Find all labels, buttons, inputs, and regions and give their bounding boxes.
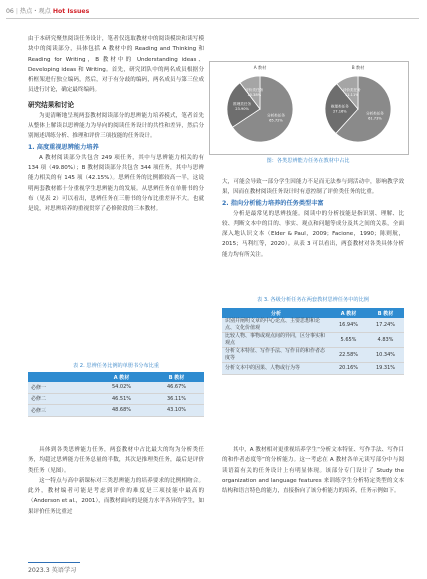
hot-issues-label: Hot Issues xyxy=(52,8,90,15)
table-row xyxy=(222,318,404,333)
table-cell: 46.51% xyxy=(94,393,149,405)
table-row xyxy=(28,405,204,417)
table3-header-cell: B 教材 xyxy=(367,308,404,318)
table-cell: 4.83% xyxy=(367,333,404,348)
table-cell: 20.16% xyxy=(330,363,367,375)
table-row xyxy=(28,382,204,393)
table-cell: 分析文本特征、写作手法、写作目的和作者态度等 xyxy=(222,348,330,363)
table-cell: 比较人物、事物或观点间的异同，区分事实和观点 xyxy=(222,333,330,348)
pie-slice-label: 推理类任务 xyxy=(233,101,252,106)
table-cell: 分析文本中的因果、人物或行为等 xyxy=(222,363,330,375)
pie-slice-value: 23.90% xyxy=(235,106,249,111)
table2 xyxy=(28,372,204,417)
pie-title-a: A 教材 xyxy=(253,65,267,70)
table-cell: 46.67% xyxy=(149,382,204,393)
table2-caption: 表 2. 思辨任务比例的单册书分布比重 xyxy=(72,363,160,369)
ratio-paragraph: A 教材阅读部分共包含 249 项任务，其中与思辨能力相关的有 134 项（49.80%）；B 教材阅读部分共包含 344 项任务，其中与思辨能力相关的有 145 项（42.15%）。思辨任务的比例都较高一半，这说明两套教材都十分重视学生思辨能力的发展。从思辨任务在单册书的分布（见表 2）可以看出，思辨任务在三册书的分布比重差异不大。也就是说，对思辨培养的重视贯穿了必修阶段的三本教材。 xyxy=(28,154,204,213)
continuation-paragraph: 大，可能会导致一部分学生因能力不足而无法参与到活动中，影响教学效果，因而在教材阅读任务设计时有意控制了评价类任务的比重。 xyxy=(222,179,404,196)
pie-slice-label: 评价类任务 xyxy=(245,87,264,92)
pie-title-b: B 教材 xyxy=(351,65,365,70)
table-cell: 必修二 xyxy=(28,393,94,405)
task-type-paragraph: 具体到各类思辨能力任务，两套教材中占比最大的均为分析类任务，均超过思辨能力任务总量的半数，其次是推理类任务，最后是评价类任务（见图）。 xyxy=(28,447,204,474)
pie-slice-value: 27.16% xyxy=(333,109,347,114)
right-column-top xyxy=(222,177,404,260)
pie-slice-label: 分析类任务 xyxy=(266,113,285,118)
page-number: 06 xyxy=(6,8,14,15)
left-column-top xyxy=(28,34,204,214)
subheading-1: 1. 高度重视思辨能力培养 xyxy=(28,143,99,151)
pie-chart-figure xyxy=(209,61,409,155)
table3-caption: 表 3. 各级分析任务在两套教材思辨任务中的比例 xyxy=(257,297,369,303)
analysis-paragraph: 分析是最常见的思辨技能。阅读中的分析技能是指识别、理解、比较、判断文本中的目的、事实、观点和问题等成分及其之间的关系，全面深入地认识文本（Elder & Paul，2009；Facione，1990；陈则航，2015；马利红等，2020）。从表 3 可以看出，两套教材对各类具体分析能力均有所关注。 xyxy=(222,210,404,258)
pie-slice-value: 10.38% xyxy=(247,92,262,97)
table3-header-cell: 分析 xyxy=(222,308,330,318)
section-name: 热点・观点 xyxy=(19,8,51,15)
table-cell: 19.31% xyxy=(367,363,404,375)
table-row xyxy=(222,348,404,363)
pie-slice-label: 分析类任务 xyxy=(365,111,384,116)
footer-text: 2023.3 英语学习 xyxy=(28,567,77,574)
textbook-a-paragraph: 其中，A 教材相对更重视培养学生“分析文本特征、写作手法、写作目的和作者态度等”的分析能力。这一考虑在 A 教材各单元读写部分中与阅读语篇有关的任务设计上有明显体现。该部分专门设计了 Study the organization and language features 来训练学生分析特定类型的文本结构和语言特色的能力，直接指向了该分析能力的培养，任务示例如下。 xyxy=(222,447,404,495)
method-paragraph: 由于本研究聚焦阅读任务设计，笔者仅选取教材中的阅读模块和读写模块中的阅读部分，具体包括 A 教材中的 Reading and Thinking 和 Reading for Writing，B 教材中的 Understanding ideas、Developing ideas 和 Writing。首先，研究团队中的两名成员根据分析框架进行独立编码，然后，对于有分歧的编码，两名成员与第三位成员进行讨论，确定最终编码。 xyxy=(28,36,204,94)
table-cell: 识别并阐明文章的中心论点、主要思想和论点、文化价值观 xyxy=(222,318,330,333)
table3-header-cell: A 教材 xyxy=(330,308,367,318)
footer-rule xyxy=(28,562,80,563)
running-header: 06 | 热点・观点 Hot Issues xyxy=(6,8,90,15)
table-cell: 必修一 xyxy=(28,382,94,393)
pie-slice-label: 评价类任务 xyxy=(342,87,361,92)
table2-header-row xyxy=(28,372,204,382)
table-cell: 43.10% xyxy=(149,405,204,417)
subheading-2: 2. 指向分析能力培养的任务类型丰富 xyxy=(222,199,324,207)
figure-caption: 图：各类思辨能力任务在教材中占比 xyxy=(266,158,350,164)
table3 xyxy=(222,308,404,375)
table2-header-cell: B 教材 xyxy=(149,372,204,382)
results-intro-paragraph: 为更清晰地呈现两套教材阅读部分的思辨能力培养模式，笔者首先从整体上解读以思辨能力为导向的阅读任务设计的共性和差异，然后分别阐述训练分析、推理和评价三项技能的任务设计。 xyxy=(28,112,204,140)
pie-chart-svg xyxy=(210,62,408,154)
pie-slice-value: 65.72% xyxy=(269,118,283,123)
table-row xyxy=(28,393,204,405)
table2-header-cell xyxy=(28,372,94,382)
table-cell: 54.02% xyxy=(94,382,149,393)
table-cell: 5.65% xyxy=(330,333,367,348)
table2-header-cell: A 教材 xyxy=(94,372,149,382)
table-cell: 必修三 xyxy=(28,405,94,417)
table-cell: 48.68% xyxy=(94,405,149,417)
table-cell: 22.58% xyxy=(330,348,367,363)
pie-slice-label: 推理类任务 xyxy=(330,104,349,109)
pie-slice-value: 61.73% xyxy=(368,116,382,121)
right-column-bottom xyxy=(222,445,404,496)
table-cell: 10.34% xyxy=(367,348,404,363)
table-cell: 36.11% xyxy=(149,393,204,405)
pie-slice-value: 11.11% xyxy=(344,92,359,97)
table-row xyxy=(222,333,404,348)
evaluation-paragraph: 这一特点与高中新课标对三类思辨能力的培养要求的比例相吻合。此外，教材编者可能是考虑到评价的难度是三项技能中最高的（Anderson et al.，2001），而教材面向的是能力水平各异的学生，如果评价任务比重过 xyxy=(28,477,204,515)
table-cell: 16.94% xyxy=(330,318,367,333)
table3-header-row xyxy=(222,308,404,318)
table-cell: 17.24% xyxy=(367,318,404,333)
results-heading: 研究结果和讨论 xyxy=(28,100,75,109)
table-row xyxy=(222,363,404,375)
header-rule xyxy=(6,18,419,19)
left-column-bottom xyxy=(28,445,204,517)
